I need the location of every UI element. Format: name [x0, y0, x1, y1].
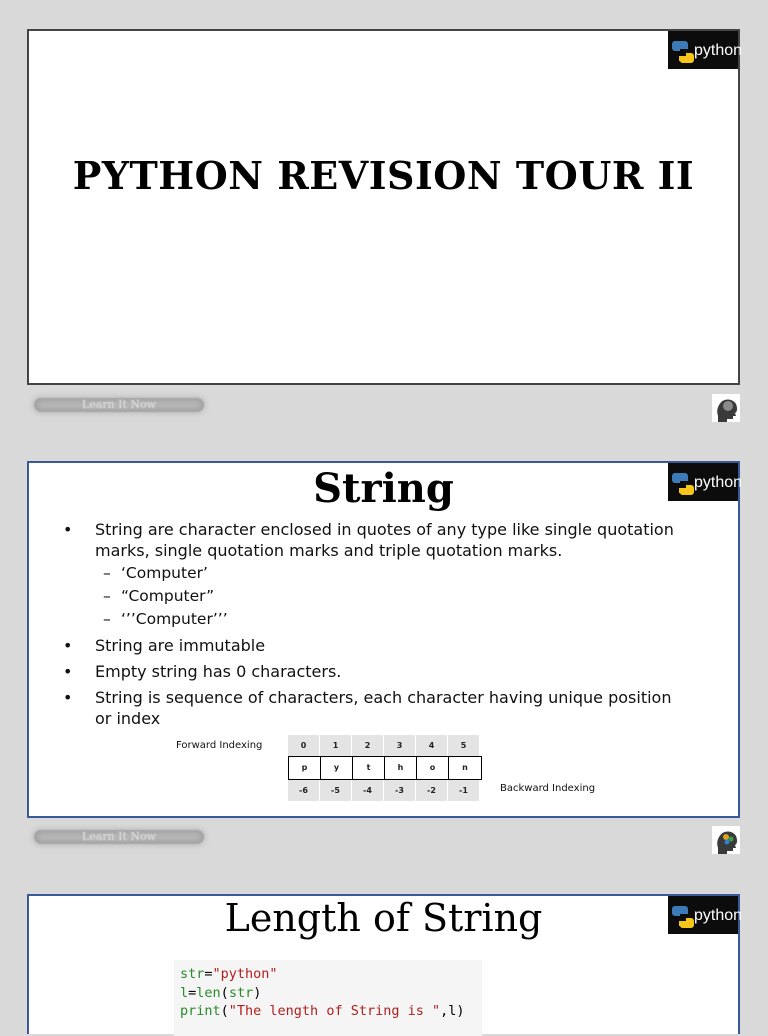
watermark-pill: Learn It Now	[34, 830, 204, 844]
slide-title: String	[313, 465, 454, 512]
code-token: "The length of String is "	[228, 1003, 441, 1019]
length-of-string-slide	[27, 894, 743, 1034]
example-item: – ‘Computer’	[95, 563, 683, 584]
character-cell: o	[417, 757, 449, 779]
python-logo	[668, 31, 743, 69]
slide-footer-band	[0, 822, 768, 866]
character-row	[288, 756, 482, 780]
backward-indexing-label: Backward Indexing	[500, 783, 596, 794]
watermark-pill: Learn It Now	[34, 398, 204, 412]
code-token: "python"	[212, 966, 278, 982]
code-token: l	[180, 984, 189, 1001]
backward-index-cell: -3	[384, 780, 416, 801]
title-slide	[27, 29, 743, 385]
code-token: ,l)	[440, 1003, 465, 1019]
code-token: str	[228, 984, 254, 1001]
python-logo-icon	[670, 35, 743, 65]
code-token: len	[196, 984, 221, 1001]
code-line	[180, 965, 482, 984]
backward-index-cell: -5	[320, 780, 352, 801]
code-line	[180, 1002, 482, 1021]
forward-index-row	[288, 735, 482, 756]
brain-head-icon	[712, 826, 740, 854]
backward-index-cell: -4	[352, 780, 384, 801]
example-list	[95, 563, 683, 630]
slide-title: Length of String	[224, 896, 543, 940]
bullet-item: • Empty string has 0 characters.	[63, 661, 683, 682]
forward-index-cell: 1	[320, 735, 352, 756]
string-slide	[27, 461, 743, 818]
bullet-item: • String are character enclosed in quotes of any type like single quotation marks, single quotation marks and triple quotation marks. – ‘Computer’ – “Computer” – ‘’’Computer’’’	[63, 519, 683, 630]
code-token: (	[220, 1003, 229, 1019]
bullet-list	[63, 519, 683, 734]
brain-head-icon	[712, 394, 740, 422]
backward-index-row	[288, 780, 482, 801]
character-cell: n	[449, 757, 481, 779]
forward-index-cell: 3	[384, 735, 416, 756]
backward-index-cell: -6	[288, 780, 320, 801]
character-cell: t	[353, 757, 385, 779]
code-token: =	[188, 984, 197, 1001]
backward-index-cell: -1	[448, 780, 480, 801]
code-token: print	[180, 1003, 221, 1019]
code-token: =	[204, 966, 213, 982]
example-item: – “Computer”	[95, 586, 683, 607]
character-cell: p	[289, 757, 321, 779]
code-token: )	[253, 984, 262, 1001]
index-table	[288, 735, 482, 801]
code-line	[180, 984, 482, 1003]
svg-text:python: python	[694, 907, 743, 924]
forward-index-cell: 0	[288, 735, 320, 756]
character-cell: y	[321, 757, 353, 779]
character-cell: h	[385, 757, 417, 779]
bullet-item: • String are immutable	[63, 635, 683, 656]
bullet-item: • String is sequence of characters, each character having unique position or index	[63, 687, 683, 729]
example-item: – ‘’’Computer’’’	[95, 609, 683, 630]
code-token: (	[220, 984, 229, 1001]
forward-index-cell: 5	[448, 735, 480, 756]
slide-footer-band	[0, 390, 768, 434]
backward-index-cell: -2	[416, 780, 448, 801]
code-token: str	[180, 966, 205, 982]
code-block	[174, 960, 482, 1036]
forward-index-cell: 4	[416, 735, 448, 756]
svg-text:python: python	[694, 474, 743, 491]
presentation-title: PYTHON REVISION TOUR II	[72, 153, 695, 198]
svg-text:python: python	[694, 42, 743, 59]
forward-index-cell: 2	[352, 735, 384, 756]
forward-indexing-label: Forward Indexing	[176, 740, 263, 751]
